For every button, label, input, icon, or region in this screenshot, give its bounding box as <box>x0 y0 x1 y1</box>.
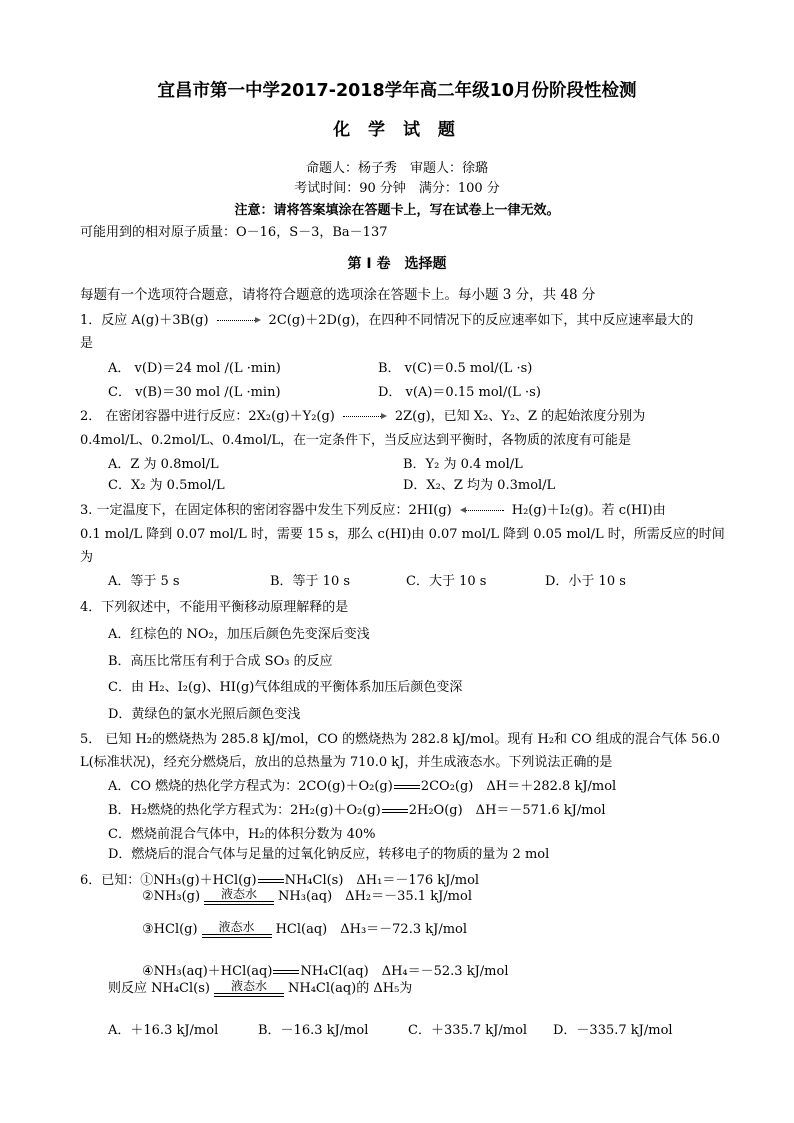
section-title: 第 I 卷 选择题 <box>347 256 447 272</box>
q2-stem-b: 2Z(g)，已知 X₂、Y₂、Z 的起始浓度分别为 <box>394 409 646 424</box>
reaction-arrow-icon <box>343 413 387 421</box>
q3-stem-line2: 0.1 mol/L 降到 0.07 mol/L 时，需要 15 s，那么 c(HI)由 0.07 mol/L 降到 0.05 mol/L 时，所需反应的时间 <box>80 527 725 542</box>
q6-eq3 <box>142 921 467 938</box>
section-instruction: 每题有一个选项符合题意，请将符合题意的选项涂在答题卡上。每小题 3 分，共 48 分 <box>80 287 596 303</box>
q6-eq2-condition <box>204 888 274 905</box>
q1-stem-b: 2C(g)＋2D(g)，在四种不同情况下的反应速率如下，其中反应速率最大的 <box>268 313 694 328</box>
q6-ask-post: NH₄Cl(aq)的 ΔH₅为 <box>287 981 413 996</box>
q6-stem: 6．已知： <box>80 873 141 888</box>
exam-title: 宜昌市第一中学2017-2018学年高二年级10月份阶段性检测 <box>157 81 637 101</box>
q6-ask <box>108 980 412 997</box>
q5-stem-line1: 5． 已知 H₂的燃烧热为 285.8 kJ/mol，CO 的燃烧热为 282.8 kJ/mol。现有 H₂和 CO 组成的混合气体 56.0 <box>80 732 720 747</box>
reverse-arrow-icon <box>460 507 504 515</box>
q3-option-a: A．等于 5 s <box>108 574 180 589</box>
q3-stem-line3: 为 <box>80 550 94 565</box>
q5-option-a-post: 2CO₂(g) ΔH＝＋282.8 kJ/mol <box>420 779 617 794</box>
q6-eq3-post: HCl(aq) ΔH₃＝－72.3 kJ/mol <box>275 922 468 937</box>
q4-option-a: A．红棕色的 NO₂，加压后颜色先变深后变浅 <box>108 627 370 642</box>
equals-sign-icon <box>382 809 408 813</box>
q4-option-b: B．高压比常压有利于合成 SO₃ 的反应 <box>108 654 333 669</box>
q5-option-d: D．燃烧后的混合气体与足量的过氧化钠反应，转移电子的物质的量为 2 mol <box>108 847 550 862</box>
atomic-mass-line: 可能用到的相对原子质量：O－16，S－3，Ba－137 <box>80 225 388 240</box>
q2-option-b: B．Y₂ 为 0.4 mol/L <box>403 457 523 472</box>
equals-sign-icon <box>273 970 299 974</box>
q2-stem-a: 2． 在密闭容器中进行反应：2X₂(g)＋Y₂(g) <box>80 409 335 424</box>
q3-stem-a: 3. 一定温度下，在固定体积的密闭容器中发生下列反应：2HI(g) <box>80 503 452 518</box>
q6-option-c: C．＋335.7 kJ/mol <box>408 1023 528 1038</box>
q1-option-b: B． v(C)＝0.5 mol/(L ·s) <box>378 361 533 376</box>
q6-eq1-post: NH₄Cl(s) ΔH₁＝－176 kJ/mol <box>284 873 480 888</box>
equals-sign-icon <box>214 993 284 997</box>
q5-stem-line2: L(标准状况)，经充分燃烧后，放出的总热量为 710.0 kJ，并生成液态水。下列说法正确的是 <box>80 755 613 770</box>
equals-sign-icon <box>258 879 284 883</box>
q5-option-a-pre: A．CO 燃烧的热化学方程式为：2CO(g)＋O₂(g) <box>108 779 393 794</box>
q6-eq4 <box>142 964 509 980</box>
q6-eq3-pre: ③HCl(g) <box>142 922 198 937</box>
q2-option-a: A．Z 为 0.8mol/L <box>108 457 219 472</box>
authors-line: 命题人：杨子秀 审题人：徐璐 <box>305 161 488 176</box>
q6-eq4-post: NH₄Cl(aq) ΔH₄＝－52.3 kJ/mol <box>300 964 509 979</box>
q1-stem-line2: 是 <box>80 336 94 351</box>
condition-label: 液态水 <box>221 887 258 901</box>
q2-option-c: C．X₂ 为 0.5mol/L <box>108 478 225 493</box>
q5-option-a <box>108 779 616 795</box>
q6-eq2-post: NH₃(aq) ΔH₂＝－35.1 kJ/mol <box>278 889 472 904</box>
q5-option-b <box>108 803 606 819</box>
q6-eq2 <box>142 888 472 905</box>
q6-eq3-condition <box>202 921 272 938</box>
reaction-arrow-icon <box>217 317 261 325</box>
q5-option-b-pre: B．H₂燃烧的热化学方程式为：2H₂(g)＋O₂(g) <box>108 803 381 818</box>
q5-option-b-post: 2H₂O(g) ΔH＝－571.6 kJ/mol <box>408 803 606 818</box>
subject-title: 化 学 试 题 <box>333 120 461 140</box>
q1-option-a: A． v(D)＝24 mol /(L ·min) <box>108 361 281 376</box>
q3-option-b: B．等于 10 s <box>270 574 351 589</box>
q3-option-d: D．小于 10 s <box>545 574 626 589</box>
q3-stem-line1 <box>80 503 666 519</box>
q3-stem-b: H₂(g)＋I₂(g)。若 c(HI)由 <box>511 503 666 518</box>
q6-option-d: D．－335.7 kJ/mol <box>553 1023 673 1038</box>
q2-stem-line2: 0.4mol/L、0.2mol/L、0.4mol/L，在一定条件下，当反应达到平衡时，各物质的浓度有可能是 <box>80 433 631 448</box>
q4-stem: 4．下列叙述中，不能用平衡移动原理解释的是 <box>80 600 349 615</box>
q1-stem-line1 <box>80 313 693 329</box>
q6-option-b: B．－16.3 kJ/mol <box>258 1023 369 1038</box>
q4-option-c: C．由 H₂、I₂(g)、HI(g)气体组成的平衡体系加压后颜色变深 <box>108 680 463 695</box>
q3-option-c: C．大于 10 s <box>406 574 487 589</box>
q6-eq4-pre: ④NH₃(aq)＋HCl(aq) <box>142 964 273 979</box>
equals-sign-icon <box>394 785 420 789</box>
condition-label: 液态水 <box>218 920 255 934</box>
q4-option-d: D．黄绿色的氯水光照后颜色变浅 <box>108 707 301 722</box>
time-score-line: 考试时间：90 分钟 满分：100 分 <box>294 181 500 196</box>
q2-option-d: D．X₂、Z 均为 0.3mol/L <box>403 478 556 493</box>
notice-line: 注意：请将答案填涂在答题卡上，写在试卷上一律无效。 <box>234 203 560 218</box>
q5-option-c: C．燃烧前混合气体中，H₂的体积分数为 40% <box>108 827 376 842</box>
q6-ask-condition <box>214 980 284 997</box>
equals-sign-icon <box>202 934 272 938</box>
q1-stem-a: 1．反应 A(g)＋3B(g) <box>80 313 209 328</box>
q2-stem-line1 <box>80 409 645 425</box>
q6-eq2-pre: ②NH₃(g) <box>142 889 201 904</box>
q6-ask-pre: 则反应 NH₄Cl(s) <box>108 981 210 996</box>
q6-eq1 <box>80 873 479 889</box>
equals-sign-icon <box>204 901 274 905</box>
q1-option-c: C． v(B)＝30 mol /(L ·min) <box>108 385 281 400</box>
condition-label: 液态水 <box>230 979 267 993</box>
q6-option-a: A．＋16.3 kJ/mol <box>108 1023 219 1038</box>
q1-option-d: D． v(A)＝0.15 mol/(L ·s) <box>378 385 541 400</box>
q6-eq1-pre: ①NH₃(g)＋HCl(g) <box>140 873 257 888</box>
